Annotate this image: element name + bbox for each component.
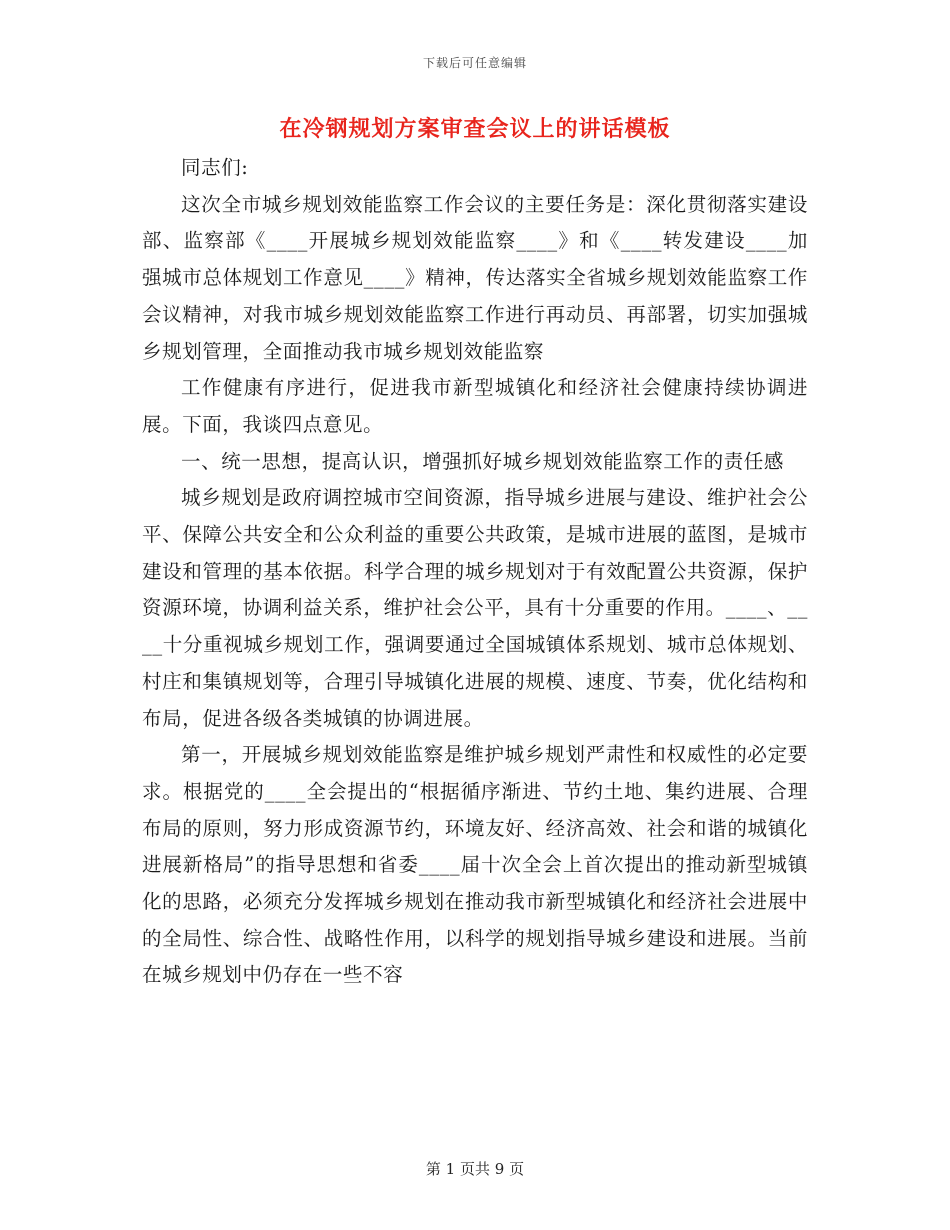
document-title: 在冷钢规划方案审查会议上的讲话模板 [279,116,671,142]
header-note: 下载后可任意编辑 [422,56,527,70]
page-number: 第 1 页共 9 页 [425,1160,525,1178]
paragraph: 城乡规划是政府调控城市空间资源，指导城乡进展与建设、维护社会公平、保障公共安全和公众利益的重要公共政策，是城市进展的蓝图，是城市建设和管理的基本依据。科学合理的城乡规划对于有效配置公共资源，保护资源环境，协调利益关系，维护社会公平，具有十分重要的作用。____、____十分重视城乡规划工作，强调要通过全国城镇体系规划、城市总体规划、村庄和集镇规划等，合理引导城镇化进展的规模、速度、节奏，优化结构和布局，促进各级各类城镇的协调进展。 [142,486,808,730]
paragraph: 第一，开展城乡规划效能监察是维护城乡规划严肃性和权威性的必定要求。根据党的____全会提出的“根据循序渐进、节约土地、集约进展、合理布局的原则，努力形成资源节约，环境友好、经济高效、社会和谐的城镇化进展新格局”的指导思想和省委____届十次全会上首次提出的推动新型城镇化的思路，必须充分发挥城乡规划在推动我市新型城镇化和经济社会进展中的全局性、综合性、战略性作用，以科学的规划指导城乡建设和进展。当前在城乡规划中仍存在一些不容 [142,743,808,987]
document-body [142,150,808,994]
paragraph: 工作健康有序进行，促进我市新型城镇化和经济社会健康持续协调进展。下面，我谈四点意见。 [142,376,808,436]
section-heading: 一、统一思想，提高认识，增强抓好城乡规划效能监察工作的责任感 [181,449,785,473]
salutation: 同志们: [181,156,249,179]
paragraph: 这次全市城乡规划效能监察工作会议的主要任务是：深化贯彻落实建设部、监察部《____开展城乡规划效能监察____》和《____转发建设____加强城市总体规划工作意见____》精神，传达落实全省城乡规划效能监察工作会议精神，对我市城乡规划效能监察工作进行再动员、再部署，切实加强城乡规划管理，全面推动我市城乡规划效能监察 [142,192,808,363]
